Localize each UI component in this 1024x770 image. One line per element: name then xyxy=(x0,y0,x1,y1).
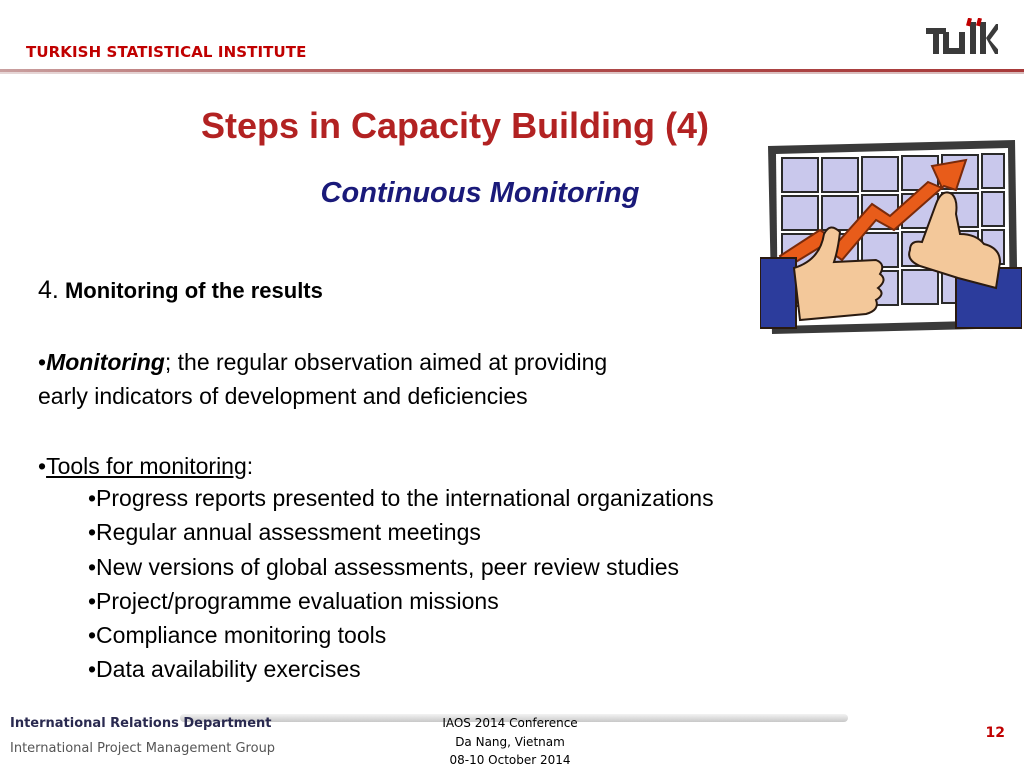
list-item: •Regular annual assessment meetings xyxy=(88,519,481,546)
conference-dates: 08-10 October 2014 xyxy=(449,753,571,767)
tools-list xyxy=(88,481,714,687)
slide-subtitle: Continuous Monitoring xyxy=(320,177,640,209)
monitoring-definition xyxy=(38,345,778,413)
list-item: •New versions of global assessments, peer review studies xyxy=(88,553,679,580)
monitoring-description-line2: early indicators of development and deficiencies xyxy=(38,383,528,409)
header-organization: TURKISH STATISTICAL INSTITUTE xyxy=(26,43,307,61)
tools-colon: : xyxy=(246,453,254,479)
header-divider-shadow xyxy=(0,72,1024,74)
footer-conference xyxy=(410,714,610,770)
tools-term: Tools for monitoring xyxy=(46,453,247,479)
tuik-logo xyxy=(926,18,998,58)
page-number: 12 xyxy=(985,725,1005,741)
section-heading xyxy=(38,276,323,305)
monitoring-term: Monitoring xyxy=(46,349,165,375)
growth-chart-thumbs-up-icon xyxy=(760,138,1022,338)
tools-heading xyxy=(38,449,778,483)
section-number: 4. xyxy=(38,276,59,304)
list-item: •Project/programme evaluation missions xyxy=(88,587,499,614)
footer-department: International Relations Department xyxy=(10,716,272,731)
conference-name: IAOS 2014 Conference xyxy=(442,716,578,730)
monitoring-description: ; the regular observation aimed at providing xyxy=(164,349,608,375)
list-item: •Data availability exercises xyxy=(88,656,361,683)
section-heading-text: Monitoring of the results xyxy=(64,278,323,303)
conference-location: Da Nang, Vietnam xyxy=(455,734,565,749)
bullet: • xyxy=(38,453,47,479)
footer-group: International Project Management Group xyxy=(10,741,276,756)
list-item: •Compliance monitoring tools xyxy=(88,622,387,649)
slide-title: Steps in Capacity Building (4) xyxy=(200,105,710,146)
bullet: • xyxy=(38,349,47,375)
list-item: •Progress reports presented to the international organizations xyxy=(88,485,714,511)
